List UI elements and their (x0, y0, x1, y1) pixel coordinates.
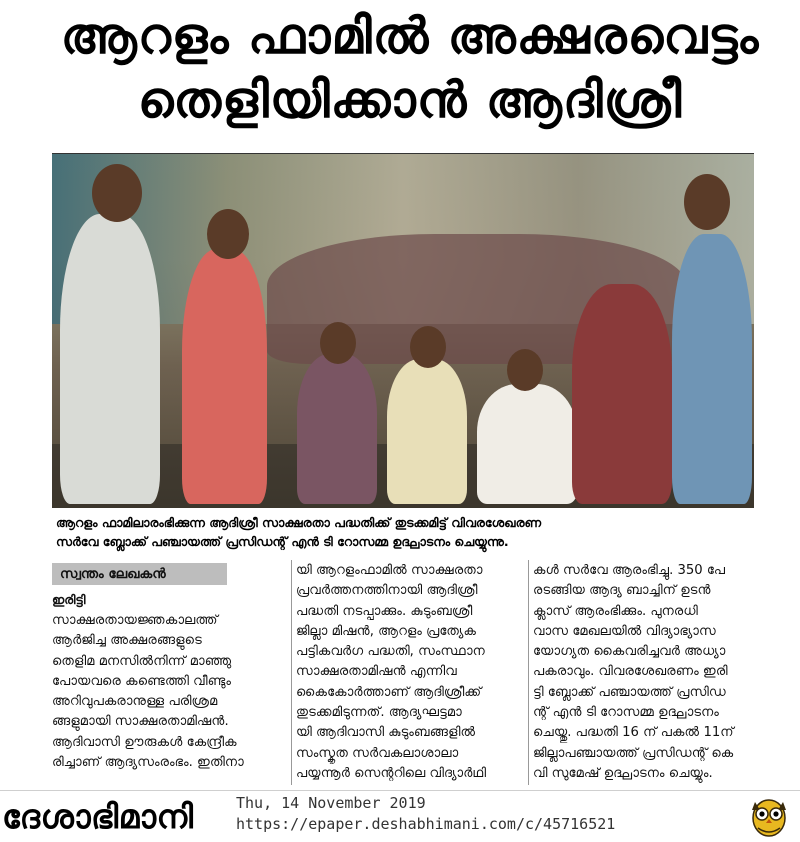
col2-line: യി ആദിവാസി കുടുംബങ്ങളിൽ (296, 725, 476, 741)
headline (40, 4, 780, 132)
col2-line: പയ്യന്നൂർ സെന്ററിലെ വിദ്യാർഥി (296, 765, 487, 781)
col3-line: വാസ മേഖലയിൽ വിദ്യാഭ്യാസ (533, 623, 716, 639)
photo-seated-man-1 (297, 354, 377, 504)
photo-head-seated-2 (410, 326, 446, 368)
dateline-place: ഇരിട്ടി (52, 592, 86, 607)
article-column-3 (533, 561, 761, 784)
photo-head-pink-shirt (207, 209, 249, 259)
col3-line: രടങ്ങിയ ആദ്യ ബാച്ചിന് ഉടൻ (533, 583, 711, 599)
col1-line: സാക്ഷരതായജ്ഞകാലത്ത് (52, 613, 218, 628)
photo-person-pink-shirt (182, 249, 267, 504)
column-divider-1 (291, 560, 292, 785)
col3-line: ചെയ്തു. പദ്ധതി 16 ന് പകൽ 11ന് (533, 725, 734, 741)
col2-line: യി ആറളംഫാമിൽ സാക്ഷരതാ (296, 563, 483, 578)
col3-line: ന്റ് എൻ ടി റോസമ്മ ഉദ്ഘാടനം (533, 705, 719, 721)
photo-head-left (92, 164, 142, 222)
col2-line: പ്രവർത്തനത്തിനായി ആദിശ്രീ (296, 583, 478, 599)
photo-head-seated-1 (320, 322, 356, 364)
photo-seated-man-2 (387, 359, 467, 504)
column-divider-2 (528, 560, 529, 785)
edition-date: Thu, 14 November 2019 (236, 794, 426, 812)
byline-box: സ്വന്തം ലേഖകൻ (52, 563, 227, 585)
col2-line: കൈകോർത്താണ് ആദിശ്രീക്ക് (296, 684, 482, 700)
col2-line: പട്ടികവർഗ പദ്ധതി, സംസ്ഥാന (296, 644, 485, 660)
photo-person-left (60, 214, 160, 504)
col3-line: പകരാവും. വിവരശേഖരണം ഇരി (533, 664, 728, 680)
col1-line: ആദിവാസി ഊരുകൾ കേന്ദ്രീക (52, 734, 237, 750)
col1-line: ങ്ങളുമായി സാക്ഷരതാമിഷൻ. (52, 714, 229, 730)
col3-line: വി സുമേഷ് ഉദ്ഘാടനം ചെയ്യും. (533, 765, 713, 781)
col3-line: കൾ സർവേ ആരംഭിച്ചു. 350 പേ (533, 563, 726, 578)
col3-line: ക്ലാസ് ആരംഭിക്കും. പുനരധി (533, 603, 698, 619)
col1-line: അറിവുപകരാനുള്ള പരിശ്രമ (52, 694, 218, 710)
col2-line: തുടക്കമിടുന്നത്. ആദ്യഘട്ടമാ (296, 705, 462, 721)
col2-line: സാക്ഷരതാമിഷൻ എന്നിവ (296, 664, 457, 680)
footer-divider (0, 790, 800, 791)
photo-head-writing-woman (507, 349, 543, 391)
col2-line: ജില്ലാ മിഷൻ, ആറളം പ്രത്യേക (296, 623, 477, 639)
col1-line: പോയവരെ കണ്ടെത്തി വീണ്ടും (52, 673, 232, 689)
photo-writing-woman (477, 384, 577, 504)
photo-caption (56, 513, 756, 551)
article-column-2 (296, 561, 522, 784)
epaper-url[interactable]: https://epaper.deshabhimani.com/c/45716521 (236, 815, 616, 833)
caption-line-2: സർവേ ബ്ലോക്ക് പഞ്ചായത്ത് പ്രസിഡന്റ് എൻ ടി റോസമ്മ ഉദ്ഘാടനം ചെയ്യുന്നു. (56, 534, 509, 549)
headline-line-2: തെളിയിക്കാൻ ആദിശ്രീ (137, 71, 683, 129)
col1-line: ആർജിച്ച അക്ഷരങ്ങളുടെ (52, 633, 202, 649)
col3-line: യോഗ്യത കൈവരിച്ചവർ അധ്യാ (533, 644, 726, 660)
col2-line: സംസ്കൃത സർവകലാശാലാ (296, 745, 459, 761)
headline-line-1: ആറളം ഫാമിൽ അക്ഷരവെട്ടം (60, 7, 760, 65)
article-column-1 (52, 611, 290, 773)
masthead-logo: ദേശാഭിമാനി (2, 797, 194, 836)
col1-line: രിച്ചാണ് ആദ്യസംരംഭം. ഇതിനാ (52, 755, 244, 771)
photo-women-right (572, 284, 672, 504)
photo-person-right (672, 234, 752, 504)
caption-line-1: ആറളം ഫാമിലാരംഭിക്കുന്ന ആദിശ്രീ സാക്ഷരതാ പദ്ധതിക്ക് തുടക്കമിട്ട് വിവരശേഖരണ (56, 515, 542, 530)
col3-line: ജില്ലാപഞ്ചായത്ത് പ്രസിഡന്റ് കെ (533, 745, 734, 761)
news-photo (52, 153, 754, 508)
owl-logo-icon (748, 790, 790, 838)
col2-line: പദ്ധതി നടപ്പാക്കും. കുടുംബശ്രീ (296, 603, 473, 619)
col1-line: തെളിമ മനസിൽനിന്ന് മാഞ്ഞു (52, 653, 232, 669)
col3-line: ട്ടി ബ്ലോക്ക് പഞ്ചായത്ത് പ്രസിഡ (533, 684, 726, 700)
photo-head-right (684, 174, 730, 230)
